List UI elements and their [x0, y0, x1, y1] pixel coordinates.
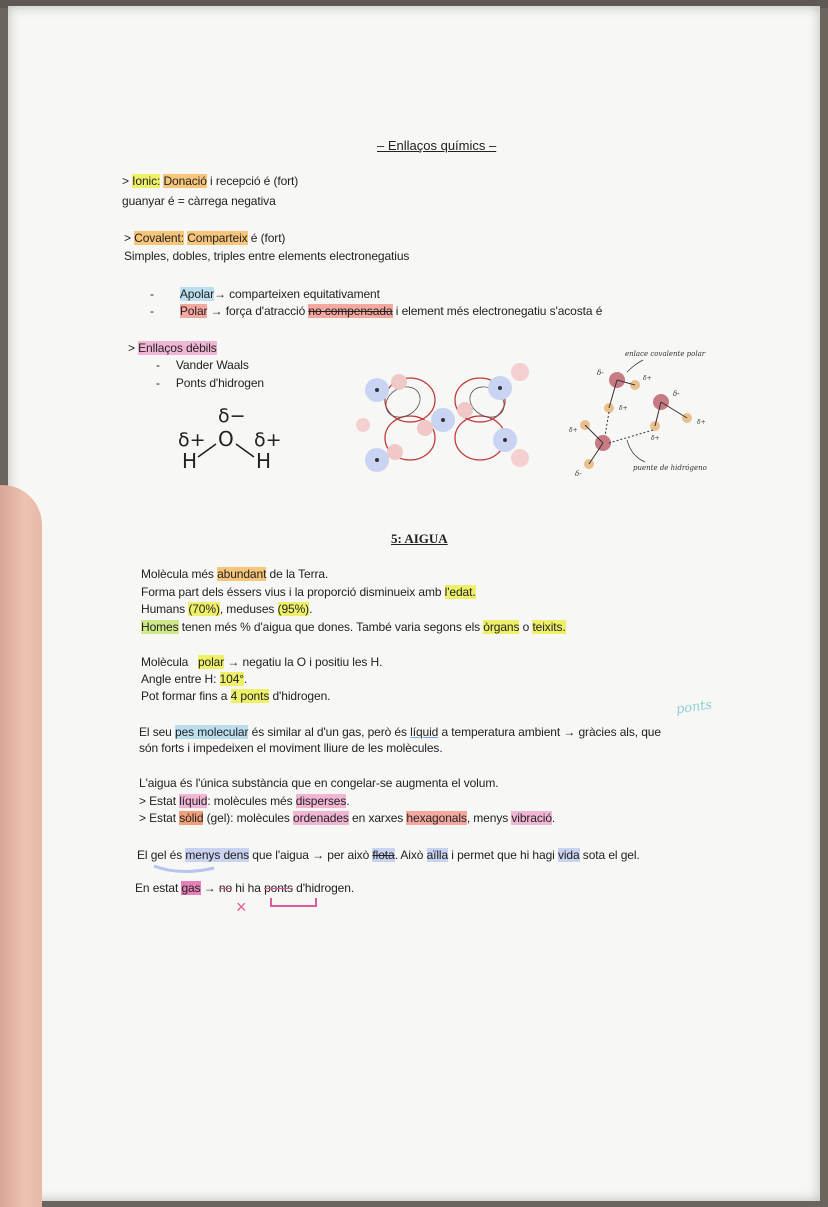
p4-l3e: en xarxes — [348, 811, 407, 825]
p2-l1a: Molècula — [141, 655, 198, 669]
aigua-p2-l2 — [141, 672, 247, 686]
apolar-label: Apolar — [179, 287, 214, 301]
covalent-line: > Covalent: Comparteix é (fort) — [124, 231, 286, 245]
p3-l1a: El seu — [139, 725, 175, 739]
molecule-diagram — [355, 360, 545, 480]
aigua-p4-l1: L'aigua és l'única substància que en congelar-se augmenta el volum. — [139, 776, 499, 790]
p1-l1a: Molècula més — [141, 567, 218, 581]
bracket-mark — [268, 896, 320, 910]
apolar-item: - Apolar→ comparteixen equitativament — [150, 287, 380, 301]
ionic-line2: guanyar é = càrrega negativa — [122, 194, 276, 208]
ionic-line: > Ionic: Donació i recepció é (fort) — [122, 174, 299, 188]
p2-l2c: . — [243, 672, 248, 686]
highlight-angle: 104° — [219, 672, 244, 686]
label-dplus-1: δ+ — [643, 375, 652, 382]
p4-l2c: : molècules més — [207, 794, 296, 808]
p1-l4b: tenen més % d'aigua que dones. També varia segons els — [178, 620, 484, 634]
p1-l1c: de la Terra. — [266, 567, 329, 581]
p2-l1c: → negatiu la O i positiu les H. — [224, 655, 383, 669]
p3-l1c: és similar al d'un gas, però és — [248, 725, 411, 739]
label-hydrogen-bridge: puente de hidrógeno — [633, 464, 707, 472]
polar-item: - Polar → força d'atracció no compensada i element més electronegatiu s'acosta é — [150, 304, 603, 318]
p5-c: que l'aigua → per això — [249, 848, 373, 862]
p4-l2a: > Estat — [139, 794, 180, 808]
p4-l2e: . — [346, 794, 350, 808]
aigua-p1-l2 — [141, 585, 476, 599]
highlight-aila: aïlla — [426, 848, 449, 862]
highlight-teixits: teixits. — [532, 620, 566, 634]
aigua-p1-l1 — [141, 567, 328, 581]
covalent-rest: é (fort) — [247, 231, 286, 245]
formula-o: O — [218, 427, 234, 451]
aigua-p2-l3 — [141, 689, 330, 703]
weak-bonds-heading: > Enllaços dèbils — [128, 341, 217, 355]
aigua-p3-l2: són forts i impedeixen el moviment lliure de les molècules. — [139, 741, 443, 755]
highlight-menys-dens: menys dens — [185, 848, 250, 862]
highlight-abundant: abundant — [217, 567, 267, 581]
aigua-p4-l3 — [139, 811, 555, 825]
p6-a: En estat — [135, 881, 182, 895]
label-dplus-3: δ+ — [619, 405, 628, 412]
highlight-solid: sòlid — [179, 811, 204, 825]
apolar-text: → comparteixen equitativament — [214, 287, 380, 301]
polar-label: Polar — [179, 304, 208, 318]
highlight-edat: l'edat. — [444, 585, 476, 599]
ionic-label: Ionic: — [132, 174, 161, 188]
label-dplus-5: δ+ — [569, 427, 578, 434]
p5-a: El gel és — [137, 848, 186, 862]
strike-no: no — [218, 881, 233, 895]
highlight-95: (95%) — [277, 602, 310, 616]
highlight-gas: gas — [181, 881, 201, 895]
weak-item-1: - Vander Waals — [156, 358, 249, 372]
ionic-rest: i recepció é (fort) — [206, 174, 299, 188]
label-covalent-polar: enlace covalente polar — [625, 350, 706, 358]
label-dplus-2: δ+ — [697, 419, 706, 426]
p4-l3c: (gel): molècules — [203, 811, 293, 825]
p1-l3a: Humans — [141, 602, 189, 616]
p1-l4d: o — [519, 620, 533, 634]
formula-h-right: H — [256, 449, 272, 473]
p4-l3i: . — [551, 811, 556, 825]
highlight-disperses: disperses — [295, 794, 347, 808]
p2-l3a: Pot formar fins a — [141, 689, 231, 703]
highlight-ordenades: ordenades — [293, 811, 349, 825]
swoosh-mark — [150, 862, 220, 876]
highlight-pes-molecular: pes molecular — [175, 725, 249, 739]
highlight-70: (70%) — [188, 602, 220, 616]
p6-c: → — [200, 881, 219, 895]
label-dminus-1: δ- — [597, 369, 604, 377]
polar-strike: no compensada — [308, 304, 393, 318]
p4-l3g: , menys — [466, 811, 512, 825]
highlight-vibracio: vibració — [511, 811, 552, 825]
p5-i: sota el gel. — [579, 848, 640, 862]
aigua-p1-l4 — [141, 620, 566, 634]
p6-g: d'hidrogen. — [292, 881, 355, 895]
handwritten-ponts: ponts — [675, 697, 713, 718]
p1-l3e: . — [309, 602, 313, 616]
highlight-homes: Homes — [141, 620, 179, 634]
water-formula — [170, 400, 290, 480]
aigua-p5 — [137, 848, 640, 862]
formula-delta-plus-left: δ+ — [178, 429, 206, 451]
highlight-vida: vida — [557, 848, 580, 862]
p1-l2a: Forma part dels éssers vius i la proporció disminueix amb — [141, 585, 445, 599]
p2-l2a: Angle entre H: — [141, 672, 220, 686]
p1-l3c: , meduses — [219, 602, 278, 616]
weak-item-2-text: Ponts d'hidrogen — [175, 376, 264, 390]
formula-delta-minus: δ− — [218, 405, 246, 427]
ionic-highlight: Donació — [163, 174, 207, 188]
highlight-4-ponts: 4 ponts — [230, 689, 270, 703]
covalent-label: Covalent: — [134, 231, 184, 245]
weak-bonds-label: Enllaços dèbils — [138, 341, 217, 355]
p5-g: i permet que hi hagi — [448, 848, 558, 862]
formula-h-left: H — [182, 449, 198, 473]
label-dminus-2: δ- — [673, 390, 680, 398]
p2-l3c: d'hidrogen. — [269, 689, 331, 703]
p3-l1e: a temperatura ambient → gràcies als, que — [438, 725, 661, 739]
covalent-line2: Simples, dobles, triples entre elements electronegatius — [124, 249, 410, 263]
aigua-p1-l3 — [141, 602, 312, 616]
section-title: 5: AIGUA — [391, 531, 448, 546]
weak-item-1-text: Vander Waals — [175, 358, 249, 372]
p6-e: hi ha — [232, 881, 265, 895]
hydrogen-bond-diagram — [565, 340, 715, 480]
strike-ponts: ponts — [264, 881, 293, 895]
polar-text2: i element més electronegatiu s'acosta é — [392, 304, 603, 318]
aigua-p4-l2 — [139, 794, 349, 808]
polar-text1: → força d'atracció — [210, 304, 309, 318]
aigua-p2-l1 — [141, 655, 382, 669]
hand-holding-paper — [0, 485, 42, 1207]
highlight-organs: òrgans — [483, 620, 520, 634]
highlight-polar: polar — [197, 655, 225, 669]
p5-e: . Això — [394, 848, 427, 862]
weak-item-2: - Ponts d'hidrogen — [156, 376, 264, 390]
aigua-p3-l1 — [139, 725, 661, 739]
highlight-flota: flota — [372, 848, 395, 862]
covalent-highlight: Comparteix — [187, 231, 248, 245]
p4-l3a: > Estat — [139, 811, 180, 825]
label-dplus-4: δ+ — [651, 435, 660, 442]
highlight-hexagonals: hexagonals — [406, 811, 467, 825]
aigua-p6 — [135, 881, 354, 895]
highlight-liquid: líquid — [179, 794, 208, 808]
formula-delta-plus-right: δ+ — [254, 429, 282, 451]
label-dminus-3: δ- — [575, 470, 582, 478]
underline-liquid: líquid — [410, 725, 439, 739]
cross-mark: × — [236, 897, 247, 917]
page-title: – Enllaços químics – — [377, 138, 497, 153]
